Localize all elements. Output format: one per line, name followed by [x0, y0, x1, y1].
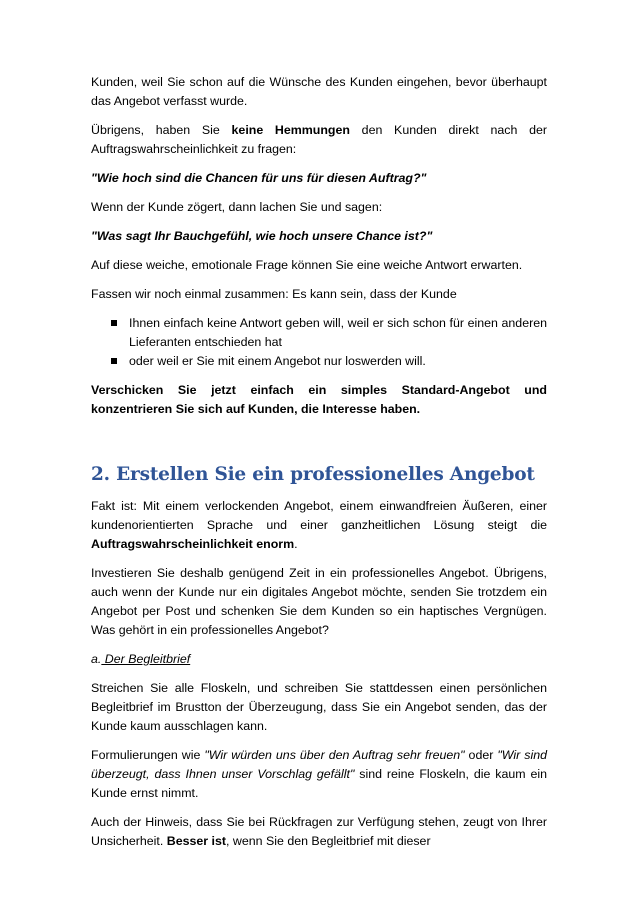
paragraph-text: Übrigens, haben Sie	[91, 123, 232, 137]
paragraph-floskeln: Streichen Sie alle Floskeln, und schreiben Sie stattdessen einen persönlichen Begleitbrief im Brustton der Überzeugung, dass Sie ein Angebot senden, das der Kunde kaum ausschlagen kann.	[91, 681, 547, 733]
bullet-text: oder weil er Sie mit einem Angebot nur loswerden will.	[129, 354, 426, 368]
bold-emphasis: Auftragswahrscheinlichkeit enorm	[91, 537, 295, 551]
bold-emphasis: keine Hemmungen	[231, 123, 350, 137]
paragraph-text: , wenn Sie den Begleitbrief mit dieser	[226, 834, 431, 848]
paragraph-intro	[91, 73, 547, 111]
paragraph-hinweis	[91, 813, 547, 851]
bullet-list	[91, 314, 547, 371]
subheading-label: Der Begleitbrief	[101, 652, 191, 666]
paragraph-text: sind reine Floskeln, die kaum ein Kunde ernst nimmt.	[91, 767, 547, 800]
bullet-item	[91, 352, 547, 371]
square-bullet-icon	[111, 358, 117, 364]
paragraph-text: den Kunden direkt nach der Auftragswahrscheinlichkeit zu fragen:	[91, 123, 547, 156]
italic-quote: "Wir sind überzeugt, dass Ihnen unser Vorschlag gefällt"	[91, 748, 547, 781]
paragraph-weiche-antwort: Auf diese weiche, emotionale Frage können Sie eine weiche Antwort erwarten.	[91, 258, 523, 272]
quote-question-1: "Wie hoch sind die Chancen für uns für diesen Auftrag?"	[91, 171, 427, 185]
paragraph-fazit: Verschicken Sie jetzt einfach ein simples Standard-Angebot und konzentrieren Sie sich auf Kunden, die Interesse haben.	[91, 383, 547, 416]
paragraph-text: .	[294, 537, 298, 551]
paragraph-text: Fakt ist: Mit einem verlockenden Angebot, einem einwandfreien Äußeren, einer kundenorientierten Sprache und einer ganzheitlichen Lösung steigt die	[91, 499, 547, 532]
section-heading: 2. Erstellen Sie ein professionelles Angebot	[91, 464, 535, 485]
bullet-item	[91, 314, 547, 352]
paragraph-text: oder	[464, 748, 498, 762]
square-bullet-icon	[111, 320, 117, 326]
bullet-text: Ihnen einfach keine Antwort geben will, weil er sich schon für einen anderen Lieferanten entschieden hat	[129, 316, 547, 349]
paragraph-zusammenfassung: Fassen wir noch einmal zusammen: Es kann sein, dass der Kunde	[91, 287, 457, 301]
paragraph-text: Kunden, weil Sie schon auf die Wünsche des Kunden eingehen, bevor überhaupt das Angebot verfasst wurde.	[91, 75, 547, 108]
subheading-prefix: a.	[91, 652, 102, 666]
bold-emphasis: Besser ist	[166, 834, 227, 848]
paragraph-formulierungen	[91, 746, 547, 803]
paragraph-text: Formulierungen wie	[91, 748, 205, 762]
paragraph-fakt	[91, 497, 547, 554]
paragraph-hemmungen	[91, 121, 547, 159]
quote-question-2: "Was sagt Ihr Bauchgefühl, wie hoch unsere Chance ist?"	[91, 229, 433, 243]
paragraph-text: Auch der Hinweis, dass Sie bei Rückfragen zur Verfügung stehen, zeugt von Ihrer Unsicherheit.	[91, 815, 547, 848]
paragraph-investieren: Investieren Sie deshalb genügend Zeit in ein professionelles Angebot. Übrigens, auch wenn der Kunde nur ein digitales Angebot möchte, senden Sie trotzdem ein Angebot per Post und schenken Sie dem Kunden so ein haptisches Vergnügen. Was gehört in ein professionelles Angebot?	[91, 566, 547, 637]
page-content	[91, 73, 547, 861]
subheading-begleitbrief	[91, 650, 547, 669]
italic-quote: "Wir würden uns über den Auftrag sehr freuen"	[204, 748, 465, 762]
paragraph-kunde-zoegert: Wenn der Kunde zögert, dann lachen Sie und sagen:	[91, 200, 383, 214]
